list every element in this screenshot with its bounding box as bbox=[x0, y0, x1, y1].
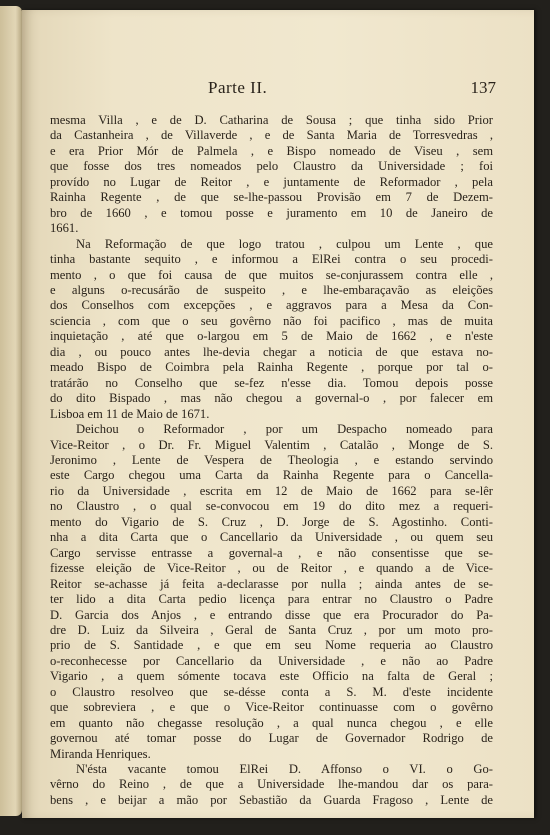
text-line: dia , ou pouco antes lhe-devia chegar a noticia de que estava no- bbox=[50, 344, 493, 359]
text-line: que sobreviera , e que o Vice-Reitor continuasse com o govêrno bbox=[50, 700, 493, 715]
book-page bbox=[22, 10, 534, 818]
text-line: 1661. bbox=[50, 221, 79, 236]
text-line: do dito Bispado , mas não chegou a governal-o , por falecer em bbox=[50, 391, 493, 406]
page-header bbox=[22, 78, 534, 102]
text-line: tinha bastante sequito , e informou a ElRei contra o seu procedi- bbox=[50, 252, 493, 267]
text-line: Reitor se-achasse já feita a-declarasse por nulla ; ainda antes de se- bbox=[50, 576, 493, 591]
text-line: D. Garcia dos Anjos , e entrando disse que era Procurador do Pa- bbox=[50, 607, 493, 622]
text-line: vêrno do Reino , de que a Universidade lhe-mandou dar os para- bbox=[50, 777, 493, 792]
text-line: o Claustro resolveo que se-désse conta a S. M. d'este incidente bbox=[50, 684, 493, 699]
page-number: 137 bbox=[470, 78, 496, 97]
text-line: da Castanheira , de Villaverde , e de Santa Maria de Torresvedras , bbox=[50, 128, 493, 143]
text-line: rio da Universidade , escrita em 12 de Maio de 1662 para se-lêr bbox=[50, 483, 493, 498]
text-line: tratárão no Conselho que se-fez n'esse dia. Tomou depois posse bbox=[50, 375, 493, 390]
text-line: Na Reformação de que logo tratou , culpou um Lente , que bbox=[76, 236, 493, 251]
text-line: N'ésta vacante tomou ElRei D. Affonso o VI. o Go- bbox=[76, 762, 493, 777]
text-line: dos Conselhos com excepções , e aggravos para a Mesa da Con- bbox=[50, 298, 493, 313]
text-line: governou até tomar posse do Lugar de Governador Rodrigo de bbox=[50, 731, 493, 746]
previous-page-edge bbox=[0, 6, 22, 816]
text-line: Cargo servisse entrasse a governal-a , e não consentisse que se- bbox=[50, 545, 493, 560]
text-line: dre D. Luiz da Silveira , Geral de Santa Cruz , por um moto pro- bbox=[50, 622, 493, 637]
text-line: mesma Villa , e de D. Catharina de Sousa ; que tinha sido Prior bbox=[50, 113, 493, 127]
text-line: e era Prior Mór de Palmela , e Bispo nomeado de Viseu , sem bbox=[50, 143, 493, 158]
text-line: Deichou o Reformador , por um Despacho nomeado para bbox=[76, 422, 493, 437]
text-line: ter lido a dita Carta pedio licença para entrar no Claustro o Padre bbox=[50, 592, 493, 607]
text-line: inquietação , até que o-largou em 5 de Maio de 1662 , e n'este bbox=[50, 329, 493, 344]
text-line: em quanto não chegasse resolução , a qual nunca chegou , e elle bbox=[50, 715, 493, 730]
text-line: Rainha Regente , de que se-lhe-passou Provisão em 7 de Dezem- bbox=[50, 190, 493, 205]
text-line: sciencia , com que o seu govêrno não foi pacifico , mas de muita bbox=[50, 313, 493, 328]
text-line: bro de 1660 , e tomou posse e juramento em 10 de Janeiro de bbox=[50, 205, 493, 220]
text-line: Vice-Reitor , o Dr. Fr. Miguel Valentim , Catalão , Monge de S. bbox=[50, 437, 493, 452]
text-line: e alguns o-recusárão de suspeito , e lhe-embaraçavão as eleições bbox=[50, 282, 493, 297]
text-line: Miranda Henriques. bbox=[50, 746, 151, 761]
text-line: Jeronimo , Lente de Vespera de Theologia , e estando servindo bbox=[50, 452, 493, 467]
text-line: nha a dita Carta que o Cancellario da Universidade , ou quem seu bbox=[50, 530, 493, 545]
text-line: prio de S. Santidade , e que em seu Nome requeria ao Claustro bbox=[50, 638, 493, 653]
text-line: este Cargo chegou uma Carta da Rainha Regente para o Cancella- bbox=[50, 468, 493, 483]
text-line: bens , e beijar a mão por Sebastião da Guarda Fragoso , Lente de bbox=[50, 792, 493, 807]
text-line: mento do Vigario de S. Cruz , D. Jorge de S. Agostinho. Conti- bbox=[50, 514, 493, 529]
text-line: Vigario , a quem sómente tocava este Officio na falta de Geral ; bbox=[50, 669, 493, 684]
text-line: meado Bispo de Coimbra pela Rainha Regente , porque por tal o- bbox=[50, 360, 493, 375]
text-line: mento , o que foi causa de que muitos se-conjurassem contra elle , bbox=[50, 267, 493, 282]
text-line: o-reconhecesse por Cancellario da Universidade , e não ao Padre bbox=[50, 653, 493, 668]
body-text bbox=[50, 113, 493, 808]
text-line: Lisboa em 11 de Maio de 1671. bbox=[50, 406, 210, 421]
running-title: Parte II. bbox=[208, 78, 268, 97]
text-line: fizesse eleição de Vice-Reitor , ou de Reitor , e quando a de Vice- bbox=[50, 561, 493, 576]
text-line: provído no Lugar de Reitor , e juntamente de Reformador , pela bbox=[50, 174, 493, 189]
text-line: no Claustro , o qual se-convocou em 19 do dito mez a requeri- bbox=[50, 499, 493, 514]
text-line: que fosse dos tres nomeados pelo Claustro da Universidade ; foi bbox=[50, 159, 493, 174]
